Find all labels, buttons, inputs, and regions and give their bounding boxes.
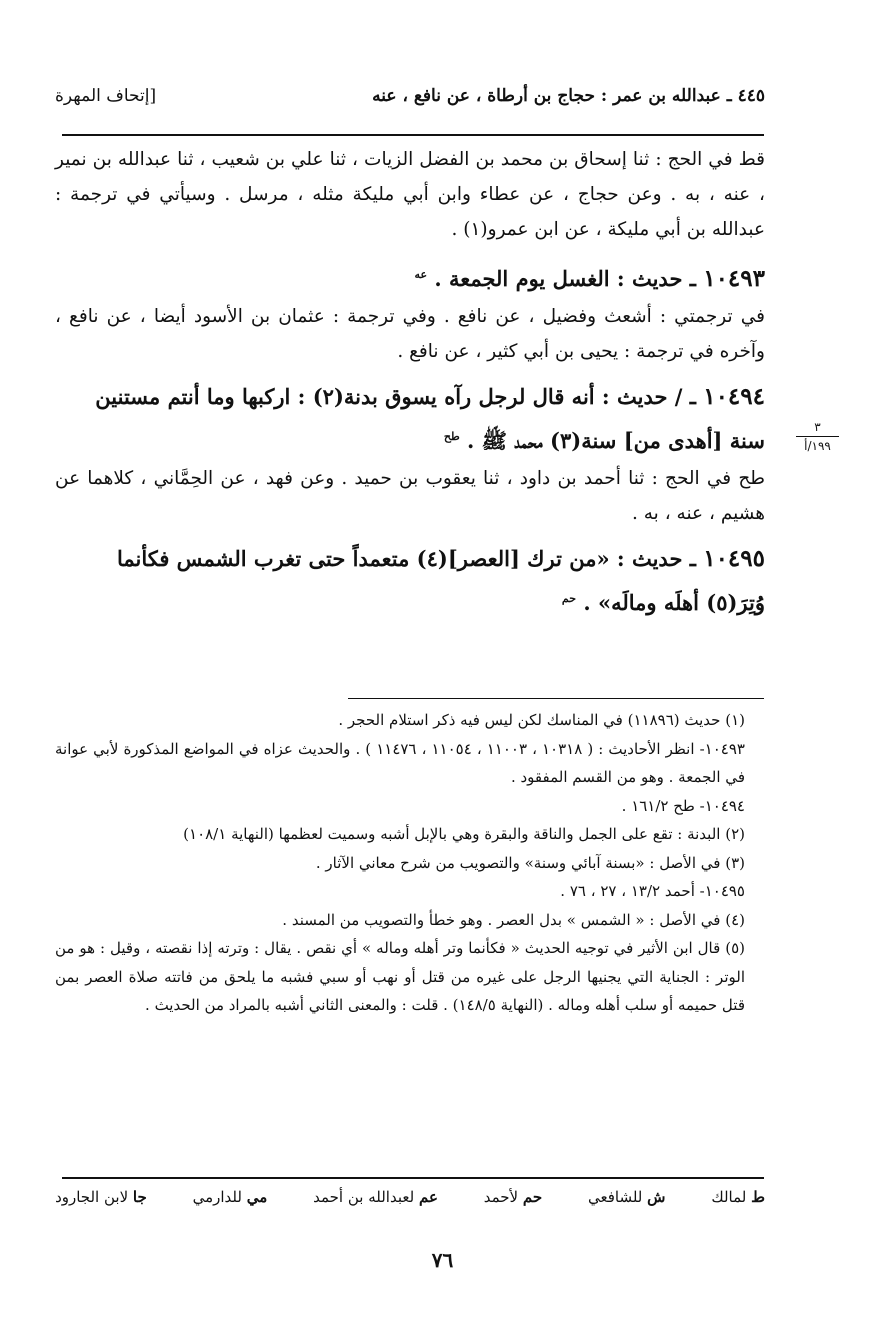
footnote: (١) حديث (١١٨٩٦) في المناسك لكن ليس فيه ذكر استلام الحجر . — [338, 711, 745, 729]
running-header — [55, 80, 765, 120]
footnote: ١٠٤٩٤- طح ١٦١/٢ . — [621, 796, 745, 815]
margin-note-rule — [796, 436, 839, 437]
header-book-title: [إتحاف المهرة — [55, 86, 157, 106]
hadith-number: ١٠٤٩٤ — [703, 383, 765, 410]
paragraph-3: طح في الحج : ثنا أحمد بن داود ، ثنا يعقوب بن حميد . وعن فهد ، عن الحِمَّاني ، كلاهما عن هشيم ، عنه ، به . — [55, 468, 765, 524]
manuscript-folio-note — [790, 420, 845, 453]
header-chapter-title: ٤٤٥ ـ عبدالله بن عمر : حجاج بن أرطاة ، عن نافع ، عنه — [372, 86, 765, 106]
abbreviation: ط لمالك — [711, 1188, 765, 1206]
abbreviations-rule — [62, 1177, 764, 1179]
siglum: حم — [561, 592, 577, 605]
footnote: (٤) في الأصل : « الشمس » بدل العصر . وهو خطأ والتصويب من المسند . — [282, 910, 745, 929]
abbreviation: جا لابن الجارود — [55, 1188, 147, 1206]
siglum: عه — [414, 268, 428, 281]
hadith-number: ١٠٤٩٥ — [703, 545, 765, 572]
header-rule — [62, 134, 764, 136]
footnote: (٥) قال ابن الأثير في توجيه الحديث « فكأنما وتر أهله وماله » أي نقص . يقال : وترته إذا نقصته ، وقيل : هو من الوتر : الجناية التي يجنيها الرجل على غيره من قتل أو نهب أو سبي فشبه ما يلحق من فاتته صلاة العصر بمن قتل حميمه أو سلب أهله وماله . (النهاية ١٤٨/٥) . قلت : والمعنى الثاني أشبه بالمراد من الحديث . — [55, 939, 745, 1014]
margin-note-bottom: ١٩٩/أ — [804, 439, 831, 453]
abbreviation: مي للدارمي — [192, 1188, 268, 1206]
hadith-10495-heading — [55, 539, 765, 623]
footnote: (٢) البدنة : تقع على الجمل والناقة والبقرة وهي بالإبل أشبه وسميت لعظمها (النهاية ١٠٨/١) — [183, 825, 745, 843]
hadith-heading-text: ـ حديث : «من ترك [العصر](٤) متعمداً حتى تغرب الشمس فكأنما وُتِرَ(٥) أهلَه ومالَه» . — [116, 546, 765, 615]
footnotes — [55, 706, 765, 1020]
footnote: (٣) في الأصل : «بسنة آبائي وسنة» والتصويب من شرح معاني الآثار . — [315, 853, 745, 872]
paragraph-1: قط في الحج : ثنا إسحاق بن محمد بن الفضل الزيات ، ثنا علي بن شعيب ، ثنا عبدالله بن نمير ، عنه ، به . وعن حجاج ، عن عطاء وابن أبي مليكة مثله ، مرسل . وسيأتي في ترجمة : عبدالله بن أبي مليكة ، عن ابن عمرو(١) . — [55, 149, 765, 240]
hadith-number: ١٠٤٩٣ — [703, 265, 765, 292]
footnote: ١٠٤٩٣- انظر الأحاديث : ( ١٠٣١٨ ، ١١٠٠٣ ، ١١٠٥٤ ، ١١٤٧٦ ) . والحديث عزاه في المواضع المذكورة لأبي عوانة في الجمعة . وهو من القسم المفقود . — [55, 739, 745, 786]
abbreviation: عم لعبدالله بن أحمد — [313, 1188, 438, 1206]
siglum: طح — [443, 430, 460, 443]
abbreviation: حم لأحمد — [483, 1188, 543, 1206]
footnote: ١٠٤٩٥- أحمد ١٣/٢ ، ٢٧ ، ٧٦ . — [560, 882, 745, 900]
hadith-10493-heading — [55, 255, 765, 299]
hadith-10494-heading — [55, 377, 765, 461]
hadith-heading-text: ـ حديث : الغسل يوم الجمعة . — [434, 266, 704, 291]
margin-note-top: ٣ — [814, 420, 821, 434]
hadith-heading-text: ـ / حديث : أنه قال لرجل رآه يسوق بدنة(٢) : اركبها وما أنتم مستنين سنة [أهدى من] سنة(٣) محمد ﷺ . — [95, 384, 765, 453]
abbreviations-key — [55, 1188, 765, 1206]
page-number: ٧٦ — [431, 1248, 454, 1272]
paragraph-2: في ترجمتي : أشعث وفضيل ، عن نافع . وفي ترجمة : عثمان بن الأسود أيضا ، عن نافع ، وآخره في ترجمة : يحيى بن أبي كثير ، عن نافع . — [55, 306, 765, 362]
main-text — [55, 142, 765, 623]
abbreviation: ش للشافعي — [587, 1188, 666, 1206]
footnotes-rule — [348, 698, 764, 699]
